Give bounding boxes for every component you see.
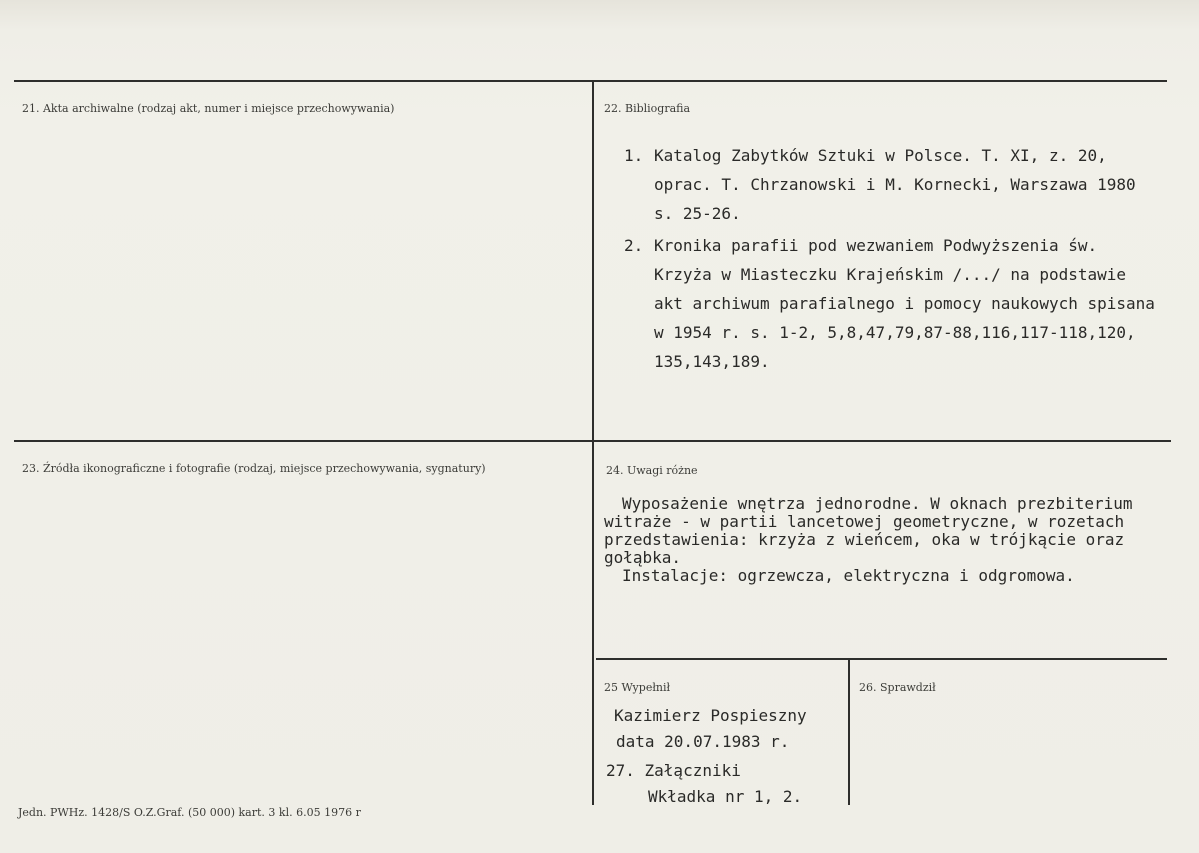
remarks-line: przedstawienia: krzyża z wieńcem, oka w trójkącie oraz bbox=[604, 530, 1125, 549]
center-divider bbox=[592, 80, 594, 805]
middle-rule bbox=[14, 440, 1171, 442]
section-24-label: 24. Uwagi różne bbox=[606, 464, 698, 477]
bibliography-line: w 1954 r. s. 1-2, 5,8,47,79,87-88,116,117-118,120, bbox=[654, 323, 1136, 342]
bibliography-line: Katalog Zabytków Sztuki w Polsce. T. XI, z. 20, bbox=[654, 146, 1107, 165]
bibliography-item bbox=[624, 231, 1155, 376]
bibliography-line: Krzyża w Miasteczku Krajeńskim /.../ na podstawie bbox=[654, 265, 1127, 284]
print-imprint: Jedn. PWHz. 1428/S O.Z.Graf. (50 000) kart. 3 kl. 6.05 1976 r bbox=[18, 806, 361, 819]
bibliography-line: oprac. T. Chrzanowski i M. Kornecki, Warszawa 1980 bbox=[654, 175, 1136, 194]
section-26-label: 26. Sprawdził bbox=[859, 681, 936, 694]
attachments-value: Wkładka nr 1, 2. bbox=[648, 787, 803, 806]
bibliography-line: akt archiwum parafialnego i pomocy naukowych spisana bbox=[654, 294, 1155, 313]
filled-by-block bbox=[614, 703, 807, 755]
section-25-label: 25 Wypełnił bbox=[604, 681, 671, 694]
remarks-line: witraże - w partii lancetowej geometryczne, w rozetach bbox=[604, 512, 1125, 531]
remarks-text bbox=[604, 495, 1133, 585]
section-21-label: 21. Akta archiwalne (rodzaj akt, numer i miejsce przechowywania) bbox=[22, 102, 395, 115]
remarks-line: Wyposażenie wnętrza jednorodne. W oknach prezbiterium bbox=[622, 494, 1133, 513]
filled-by-name: Kazimierz Pospieszny bbox=[614, 706, 807, 725]
section-22-label: 22. Bibliografia bbox=[604, 102, 691, 115]
bibliography-line: Kronika parafii pod wezwaniem Podwyższenia św. bbox=[654, 236, 1098, 255]
attachments-label: 27. Załączniki bbox=[606, 761, 741, 780]
remarks-line: gołąbka. bbox=[604, 548, 682, 567]
bibliography-item-number: 1. bbox=[624, 146, 644, 165]
section-23-label: 23. Źródła ikonograficzne i fotografie (rodzaj, miejsce przechowywania, sygnatury) bbox=[22, 462, 486, 475]
remarks-line: Instalacje: ogrzewcza, elektryczna i odgromowa. bbox=[622, 566, 1075, 585]
top-rule bbox=[14, 80, 1167, 82]
signature-rule bbox=[596, 658, 1167, 660]
bibliography-item-number: 2. bbox=[624, 236, 644, 255]
bibliography-line: 135,143,189. bbox=[654, 352, 770, 371]
bibliography-line: s. 25-26. bbox=[654, 204, 741, 223]
bibliography-item bbox=[624, 141, 1155, 228]
filled-by-date: data 20.07.1983 r. bbox=[616, 732, 790, 751]
signature-divider bbox=[848, 660, 850, 805]
attachments-block bbox=[606, 758, 802, 810]
bibliography-list bbox=[624, 141, 1155, 376]
